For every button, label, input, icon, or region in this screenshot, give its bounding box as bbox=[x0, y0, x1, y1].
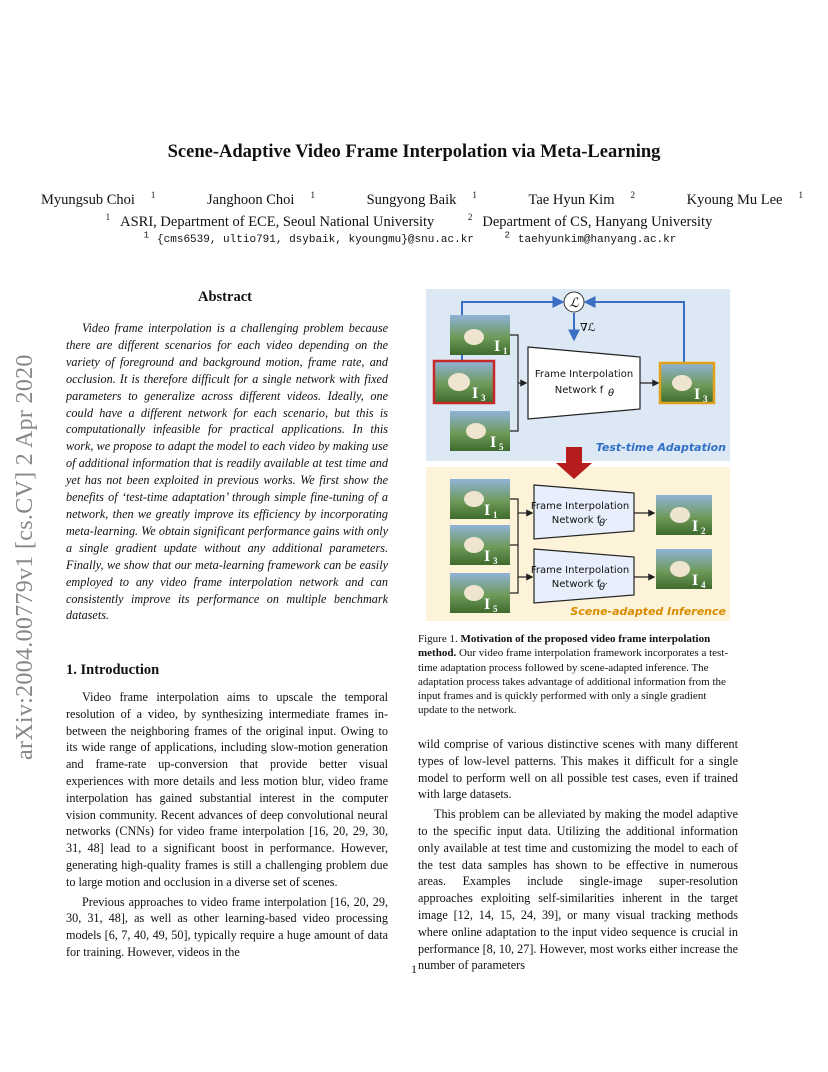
svg-text:θ′: θ′ bbox=[599, 582, 608, 593]
affiliations bbox=[0, 214, 828, 231]
paragraph: This problem can be alleviated by making the model adaptive to the specific input data. Utilizing the additional information only available at test time and customizing the model to each of the test data samples has shown to be effective in numerous areas. Examples include single-image super-resolution approaches exploiting self-similarities inherent in the target image [12, 14, 15, 24, 39], or many visual tracking methods where online adaptation to the input video sequence is crucial in performance [8, 10, 27]. However, most works either increase the number of parameters bbox=[418, 807, 738, 973]
adapted-network-block-2 bbox=[534, 549, 634, 603]
svg-text:I: I bbox=[694, 386, 701, 403]
svg-text:1: 1 bbox=[503, 346, 508, 356]
frame-i3-thumbnail bbox=[434, 361, 494, 403]
author: Kyoung Mu Lee $^1$ bbox=[686, 190, 803, 208]
caption-text: Our video frame interpolation framework incorporates a test-time adaptation process followed by scene-adapted inference. The adaptation process takes advantage of additional information from the input frames and is quickly performed with only a single gradient update to the network. bbox=[418, 647, 729, 717]
author: Sungyong Baik $^1$ bbox=[366, 190, 477, 208]
svg-text:Frame Interpolation: Frame Interpolation bbox=[530, 565, 630, 576]
svg-text:I: I bbox=[490, 434, 497, 451]
svg-text:1: 1 bbox=[493, 510, 498, 520]
paragraph: Video frame interpolation aims to upscale the temporal resolution of a video, by synthesizing intermediate frames in-between the neighboring frames of the original input. Owing to its wide range of applications, including slow-motion generation and frame-rate up-conversion that provide better visual experiences with more details and less motion blur, video frame interpolation has gained substantial interest in the computer vision community. Recent advances of deep convolutional neural networks (CNNs) for video frame interpolation [16, 20, 29, 30, 31, 48] lead to a significant boost in performance. However, generating high-quality frames is still a challenging problem due to large motion and occlusion in a diverse set of scenes. bbox=[66, 690, 388, 889]
svg-text:I: I bbox=[692, 572, 699, 589]
caption-label: Figure 1. bbox=[418, 633, 458, 645]
svg-text:θ′: θ′ bbox=[599, 518, 608, 529]
svg-text:Frame Interpolation: Frame Interpolation bbox=[530, 501, 630, 512]
top-network-block bbox=[528, 347, 640, 419]
paragraph: wild comprise of various distinctive scenes with many different types of low-level patterns. This makes it difficult for a single model to perform well on all possible test cases, even if trained with large datasets. bbox=[418, 737, 738, 802]
svg-text:Network f: Network f bbox=[551, 515, 601, 526]
frame-i1-thumbnail bbox=[450, 315, 510, 356]
arxiv-identifier: arXiv:2004.00779v1 [cs.CV] 2 Apr 2020 bbox=[12, 354, 38, 760]
svg-text:2: 2 bbox=[701, 526, 706, 536]
svg-text:5: 5 bbox=[499, 442, 504, 452]
svg-text:5: 5 bbox=[493, 604, 498, 614]
panel-label-top: Test-time Adaptation bbox=[595, 441, 726, 454]
page-number: 1 bbox=[411, 962, 417, 976]
right-column-body bbox=[418, 736, 738, 977]
svg-text:I: I bbox=[484, 596, 491, 613]
svg-text:Network f: Network f bbox=[551, 579, 601, 590]
abstract-body bbox=[66, 320, 388, 624]
output-frame-i2-thumbnail bbox=[656, 495, 712, 536]
frame-i5-thumbnail bbox=[450, 411, 510, 452]
affiliation: $^1$ ASRI, Department of ECE, Seoul National University bbox=[105, 212, 435, 230]
caption-bold: Motivation of the proposed video frame interpolation method. bbox=[418, 633, 711, 660]
figure-caption bbox=[418, 632, 738, 718]
svg-text:θ: θ bbox=[608, 388, 615, 399]
svg-text:I: I bbox=[472, 385, 479, 402]
output-frame-i4-thumbnail bbox=[656, 549, 712, 590]
email: $^2$ taehyunkim@hanyang.ac.kr bbox=[504, 230, 677, 246]
author-list bbox=[0, 192, 828, 209]
svg-text:I: I bbox=[494, 338, 501, 355]
introduction-body bbox=[66, 689, 388, 964]
adapted-network-block-1 bbox=[534, 485, 634, 539]
abstract-heading: Abstract bbox=[198, 289, 252, 305]
svg-text:I: I bbox=[484, 502, 491, 519]
abstract-text: Video frame interpolation is a challenging problem because there are different scenarios for each video depending on the variety of foreground and background motion, frame rate, and occlusion. It is therefore difficult for a single network with fixed parameters to generalize across different videos. Ideally, one could have a different network for each scenario, but this is computationally infeasible for practical applications. In this work, we propose to adapt the model to each video by making use of additional information that is readily available at test time and yet has not been exploited in previous works. We first show the benefits of ‘test-time adaptation’ through simple fine-tuning of a network, then we greatly improve its efficiency by incorporating meta-learning. We obtain significant performance gains with only a single gradient update without any additional parameters. Finally, we show that our meta-learning framework can be easily employed to any video frame interpolation network and can consistently improve its performance on multiple benchmark datasets. bbox=[66, 321, 388, 623]
affiliation: $^2$ Department of CS, Hanyang University bbox=[467, 212, 713, 230]
email: $^1$ {cms6539, ultio791, dsybaik, kyoungmu}@snu.ac.kr bbox=[143, 230, 474, 246]
author: Janghoon Choi $^1$ bbox=[207, 190, 315, 208]
panel-label-bottom: Scene-adapted Inference bbox=[570, 605, 726, 618]
svg-text:I: I bbox=[692, 518, 699, 535]
author: Tae Hyun Kim $^2$ bbox=[528, 190, 635, 208]
svg-text:Network f: Network f bbox=[554, 385, 604, 396]
output-frame-i3-thumbnail bbox=[660, 363, 714, 404]
author: Myungsub Choi $^1$ bbox=[41, 190, 156, 208]
svg-text:4: 4 bbox=[701, 580, 706, 590]
section-heading: 1. Introduction bbox=[66, 662, 160, 678]
frame-i3-thumbnail bbox=[450, 525, 510, 566]
frame-i1-thumbnail bbox=[450, 479, 510, 520]
svg-text:I: I bbox=[484, 548, 491, 565]
svg-text:3: 3 bbox=[493, 556, 498, 566]
paragraph: Previous approaches to video frame interpolation [16, 20, 29, 30, 31, 48], as well as other learning-based video processing models [6, 7, 40, 49, 50], typically require a huge amount of data for training. However, videos in the bbox=[66, 894, 388, 959]
svg-text:3: 3 bbox=[703, 394, 708, 404]
figure-1-diagram bbox=[424, 287, 732, 623]
emails bbox=[0, 230, 828, 246]
loss-symbol: ℒ bbox=[569, 296, 579, 311]
frame-i5-thumbnail bbox=[450, 573, 510, 614]
gradient-symbol: ∇ℒ bbox=[580, 321, 596, 334]
paper-title: Scene-Adaptive Video Frame Interpolation via Meta-Learning bbox=[167, 142, 661, 162]
svg-text:3: 3 bbox=[481, 393, 486, 403]
svg-text:Frame Interpolation: Frame Interpolation bbox=[534, 369, 634, 380]
